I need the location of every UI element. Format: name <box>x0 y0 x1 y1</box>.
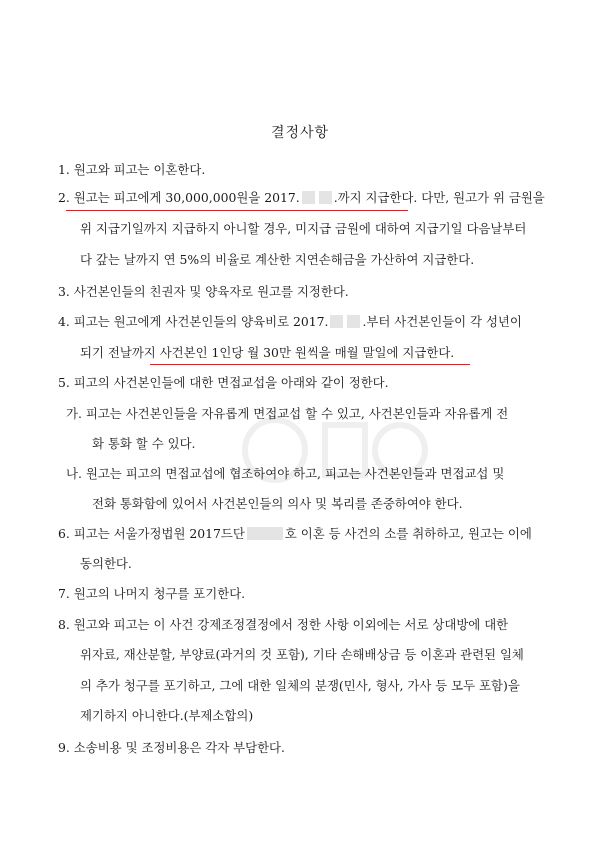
item-6-line-1 <box>58 526 532 542</box>
item-5-ga-line-1: 가. 피고는 사건본인들을 자유롭게 면접교섭 할 수 있고, 사건본인들과 자유롭게 전 <box>66 406 509 421</box>
item-5-na-line-2: 전화 통화함에 있어서 사건본인들의 의사 및 복리를 존중하여야 한다. <box>92 496 463 511</box>
item-2-line-2: 위 지급기일까지 지급하지 아니할 경우, 미지급 금원에 대하여 지급기일 다음날부터 <box>80 221 527 236</box>
item-2-line-3: 다 갚는 날까지 연 5%의 비율로 계산한 지연손해금을 가산하여 지급한다. <box>80 252 475 267</box>
item-2-text-post: .까지 지급한다. 다만, 원고가 위 금원을 <box>333 190 545 205</box>
item-6-text-pre: 6. 피고는 서울가정법원 2017드단 <box>58 526 245 541</box>
item-9: 9. 소송비용 및 조정비용은 각자 부담한다. <box>58 740 285 755</box>
item-4-line-1 <box>58 314 522 330</box>
red-underline <box>150 364 470 365</box>
redaction-block <box>330 315 343 328</box>
item-4-text-pre: 4. 피고는 원고에게 사건본인들의 양육비로 2017. <box>58 314 329 329</box>
item-2-line-1 <box>58 190 545 206</box>
redaction-block <box>247 527 283 540</box>
red-underline <box>66 210 408 211</box>
item-5-na-line-1: 나. 원고는 피고의 면접교섭에 협조하여야 하고, 피고는 사건본인들과 면접교섭 및 <box>66 466 505 481</box>
item-3: 3. 사건본인들의 친권자 및 양육자로 원고를 지정한다. <box>58 284 349 299</box>
page-title: 결정사항 <box>270 125 330 141</box>
item-2-text-pre: 2. 원고는 피고에게 30,000,000원을 2017. <box>58 190 300 205</box>
redaction-block <box>319 191 332 204</box>
item-8-line-4: 제기하지 아니한다.(부제소합의) <box>80 708 254 723</box>
redaction-block <box>347 315 360 328</box>
item-5: 5. 피고의 사건본인들에 대한 면접교섭을 아래와 같이 정한다. <box>58 375 389 390</box>
item-1: 1. 원고와 피고는 이혼한다. <box>58 162 206 177</box>
item-4-line-2: 되기 전날까지 사건본인 1인당 월 30만 원씩을 매월 말일에 지급한다. <box>80 345 455 360</box>
item-8-line-1: 8. 원고와 피고는 이 사건 강제조정결정에서 정한 사항 이외에는 서로 상대방에 대한 <box>58 617 509 632</box>
redaction-block <box>302 191 315 204</box>
item-4-text-post: .부터 사건본인들이 각 성년이 <box>362 314 522 329</box>
item-8-line-3: 의 추가 청구를 포기하고, 그에 대한 일체의 분쟁(민사, 형사, 가사 등 모두 포함)을 <box>80 678 520 693</box>
item-5-ga-line-2: 화 통화 할 수 있다. <box>92 436 196 451</box>
item-6-line-2: 동의한다. <box>80 556 132 571</box>
item-6-text-post: 호 이혼 등 사건의 소를 취하하고, 원고는 이에 <box>284 526 532 541</box>
item-8-line-2: 위자료, 재산분할, 부양료(과거의 것 포함), 기타 손해배상금 등 이혼과 관련된 일체 <box>80 647 524 662</box>
item-7: 7. 원고의 나머지 청구를 포기한다. <box>58 586 246 601</box>
